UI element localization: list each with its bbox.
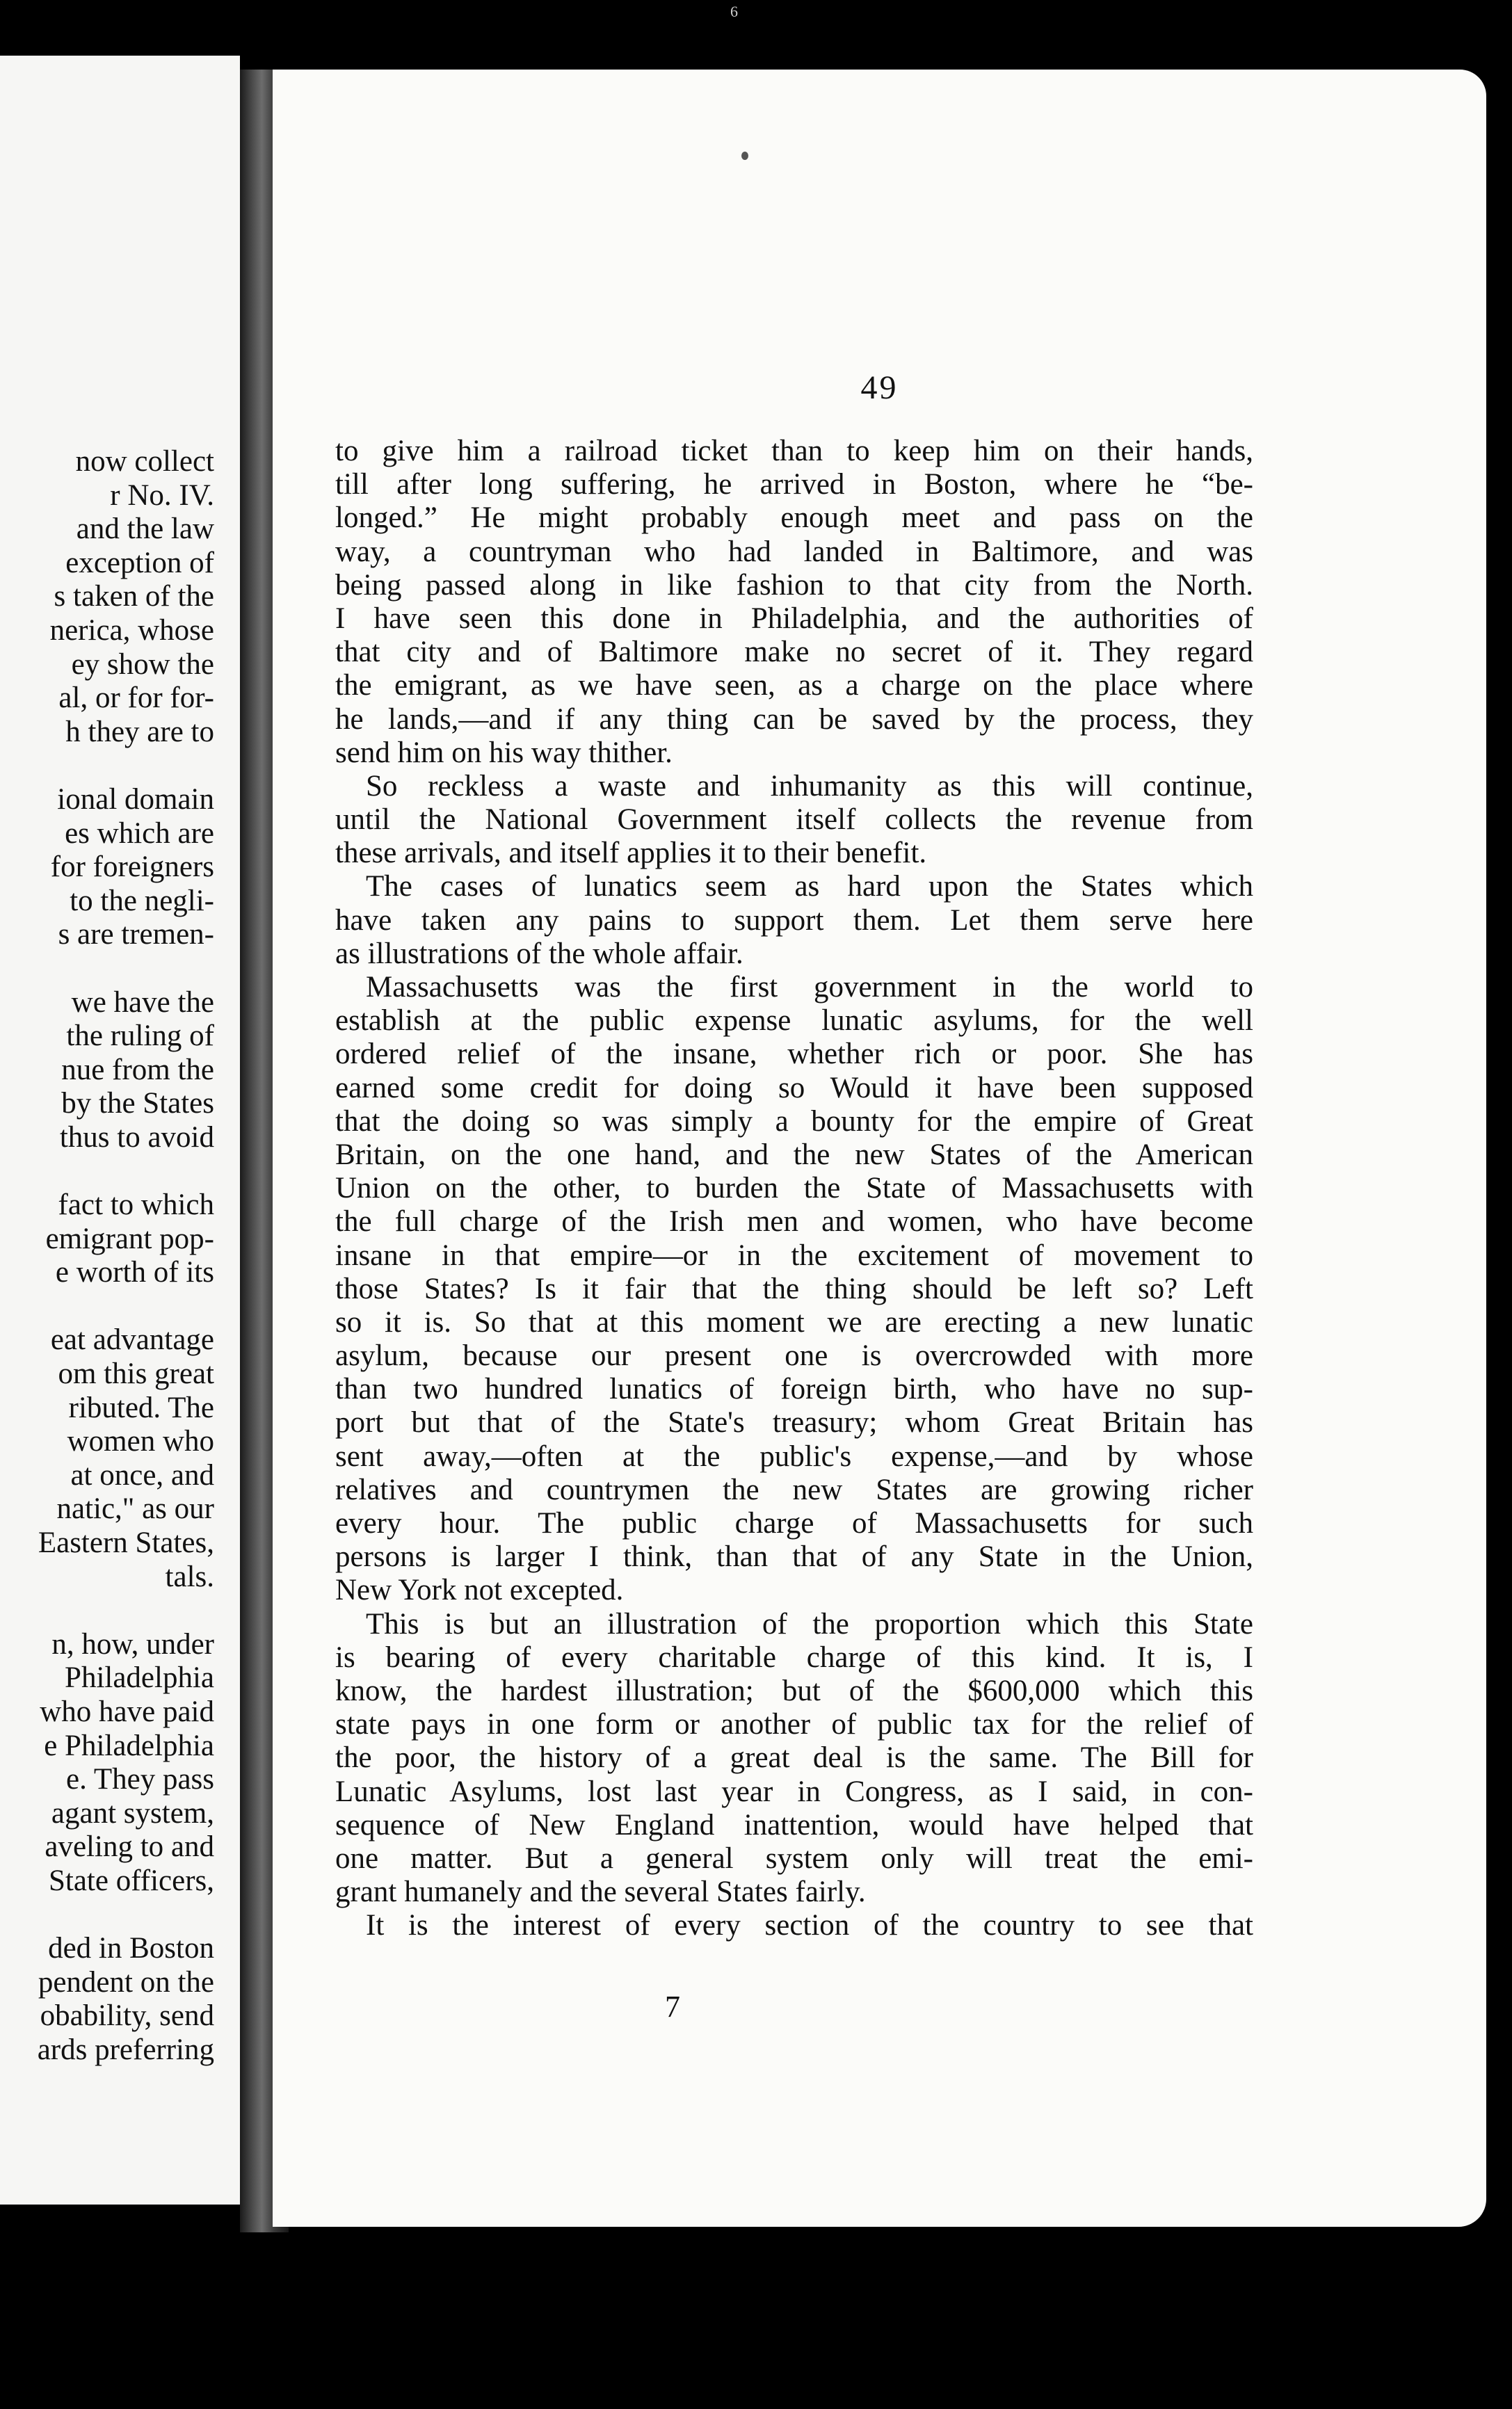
left-page-line: e worth of its — [55, 1256, 214, 1289]
page-body-text — [335, 435, 1253, 1942]
text-line: the emigrant, as we have seen, as a charge on the place where — [335, 669, 1253, 702]
left-page-line: s are tremen- — [58, 918, 214, 951]
left-page-line: ional domain — [57, 782, 214, 816]
text-line: the poor, the history of a great deal is the same. The Bill for — [335, 1741, 1253, 1775]
left-page-line: obability, send — [40, 1999, 214, 2033]
left-page-line: who have paid — [40, 1695, 214, 1728]
text-line: have taken any pains to support them. Let them serve here — [335, 903, 1253, 937]
left-page-line: now collect — [75, 445, 214, 478]
text-line: these arrivals, and itself applies it to their benefit. — [335, 837, 927, 870]
text-line: he lands,—and if any thing can be saved by the process, they — [335, 702, 1253, 736]
text-line: is bearing of every charitable charge of this kind. It is, I — [335, 1641, 1253, 1674]
text-line: It is the interest of every section of the country to see that — [366, 1909, 1253, 1942]
text-line: New York not excepted. — [335, 1574, 624, 1607]
left-page-line: fact to which — [58, 1189, 214, 1222]
text-line: Union on the other, to burden the State of Massachusetts with — [335, 1172, 1253, 1205]
text-line: insane in that empire—or in the excitement of movement to — [335, 1239, 1253, 1272]
top-mark: 6 — [730, 3, 738, 20]
left-page-line: natic," as our — [56, 1492, 214, 1526]
left-page-line: r No. IV. — [110, 478, 214, 512]
left-page-line: e Philadelphia — [44, 1729, 214, 1762]
left-page-line: ributed. The — [68, 1391, 214, 1424]
left-page-line: emigrant pop- — [45, 1222, 214, 1255]
text-line: than two hundred lunatics of foreign birth, who have no sup- — [335, 1373, 1253, 1406]
left-page-text — [0, 445, 214, 2068]
text-line: that city and of Baltimore make no secret of it. They regard — [335, 636, 1253, 669]
text-line: know, the hardest illustration; but of the $600,000 which this — [335, 1674, 1253, 1707]
text-line: earned some credit for doing so Would it have been supposed — [335, 1071, 1253, 1104]
left-page-line: eat advantage — [50, 1323, 214, 1357]
text-line: This is but an illustration of the proportion which this State — [366, 1607, 1253, 1641]
text-line: sequence of New England inattention, would have helped that — [335, 1808, 1253, 1842]
left-page-line: women who — [67, 1425, 214, 1458]
left-page-line: nue from the — [61, 1053, 214, 1086]
left-page-line: by the States — [61, 1087, 214, 1120]
left-page-line: Philadelphia — [65, 1661, 214, 1695]
text-line: So reckless a waste and inhumanity as this will continue, — [366, 769, 1253, 803]
left-page-line: es which are — [65, 816, 214, 850]
text-line: until the National Government itself collects the revenue from — [335, 803, 1253, 837]
left-page-gap — [0, 1899, 214, 1933]
left-page-gap — [0, 1290, 214, 1324]
text-line: The cases of lunatics seem as hard upon the States which — [366, 870, 1253, 903]
left-page-gap — [0, 1154, 214, 1189]
text-line: send him on his way thither. — [335, 736, 673, 769]
left-page-gap — [0, 749, 214, 783]
left-page-line: e. They pass — [66, 1763, 214, 1796]
left-page-line: thus to avoid — [59, 1120, 214, 1154]
left-page-line: exception of — [65, 546, 214, 579]
text-line: I have seen this done in Philadelphia, and the authorities of — [335, 602, 1253, 635]
left-page-line: ey show the — [71, 647, 214, 681]
left-page-line: al, or for for- — [58, 682, 214, 715]
text-line: so it is. So that at this moment we are erecting a new lunatic — [335, 1305, 1253, 1339]
text-line: Britain, on the one hand, and the new States of the American — [335, 1138, 1253, 1171]
text-line: every hour. The public charge of Massachusetts for such — [335, 1507, 1253, 1540]
left-page-line: aveling to and — [45, 1830, 214, 1864]
left-page-line: n, how, under — [51, 1627, 214, 1661]
text-line: being passed along in like fashion to that city from the North. — [335, 568, 1253, 602]
text-line: one matter. But a general system only will treat the emi- — [335, 1842, 1253, 1875]
left-page-line: State officers, — [48, 1864, 214, 1897]
left-page-line: Eastern States, — [38, 1526, 214, 1559]
left-page-line: the ruling of — [66, 1020, 214, 1053]
text-line: that the doing so was simply a bounty for the empire of Great — [335, 1104, 1253, 1138]
text-line: as illustrations of the whole affair. — [335, 937, 743, 970]
left-page-line: pendent on the — [38, 1965, 214, 1999]
left-page-line: tals. — [165, 1560, 214, 1593]
text-line: grant humanely and the several States fairly. — [335, 1876, 866, 1909]
text-line: port but that of the State's treasury; whom Great Britain has — [335, 1406, 1253, 1440]
left-page-line: s taken of the — [54, 580, 214, 613]
left-page-line: and the law — [76, 513, 214, 546]
text-line: longed.” He might probably enough meet and pass on the — [335, 501, 1253, 535]
right-page — [273, 70, 1486, 2227]
text-line: state pays in one form or another of public tax for the relief of — [335, 1708, 1253, 1741]
left-page-line: om this great — [58, 1357, 214, 1391]
left-page-gap — [0, 1594, 214, 1628]
left-page-line: agant system, — [51, 1796, 214, 1830]
text-line: Lunatic Asylums, lost last year in Congress, as I said, in con- — [335, 1775, 1253, 1808]
text-line: till after long suffering, he arrived in Boston, where he “be- — [335, 468, 1253, 501]
left-page-line: for foreigners — [50, 851, 214, 884]
text-line: relatives and countrymen the new States are growing richer — [335, 1473, 1253, 1506]
left-page-line: ards preferring — [37, 2033, 214, 2066]
text-line: those States? Is it fair that the thing should be left so? Left — [335, 1272, 1253, 1305]
left-page-gap — [0, 952, 214, 986]
text-line: asylum, because our present one is overcrowded with more — [335, 1339, 1253, 1373]
left-page-line: we have the — [71, 985, 214, 1019]
text-line: the full charge of the Irish men and women, who have become — [335, 1205, 1253, 1239]
left-page-line: h they are to — [65, 715, 214, 748]
text-line: ordered relief of the insane, whether rich or poor. She has — [335, 1038, 1253, 1071]
left-page-line: to the negli- — [70, 884, 214, 917]
text-line: way, a countryman who had landed in Baltimore, and was — [335, 535, 1253, 568]
text-line: to give him a railroad ticket than to keep him on their hands, — [335, 435, 1253, 467]
text-line: persons is larger I think, than that of any State in the Union, — [335, 1540, 1253, 1574]
text-line: establish at the public expense lunatic asylums, for the well — [335, 1004, 1253, 1038]
left-page-line: ded in Boston — [48, 1932, 214, 1965]
left-page-line: nerica, whose — [49, 613, 214, 647]
text-line: sent away,—often at the public's expense,—and by whose — [335, 1440, 1253, 1473]
text-line: Massachusetts was the first government in the world to — [366, 971, 1253, 1004]
left-page-line: at once, and — [70, 1458, 214, 1492]
page-speck — [741, 152, 748, 160]
left-page — [0, 56, 240, 2205]
page-number: 49 — [860, 369, 899, 406]
signature-mark: 7 — [665, 1990, 680, 2024]
